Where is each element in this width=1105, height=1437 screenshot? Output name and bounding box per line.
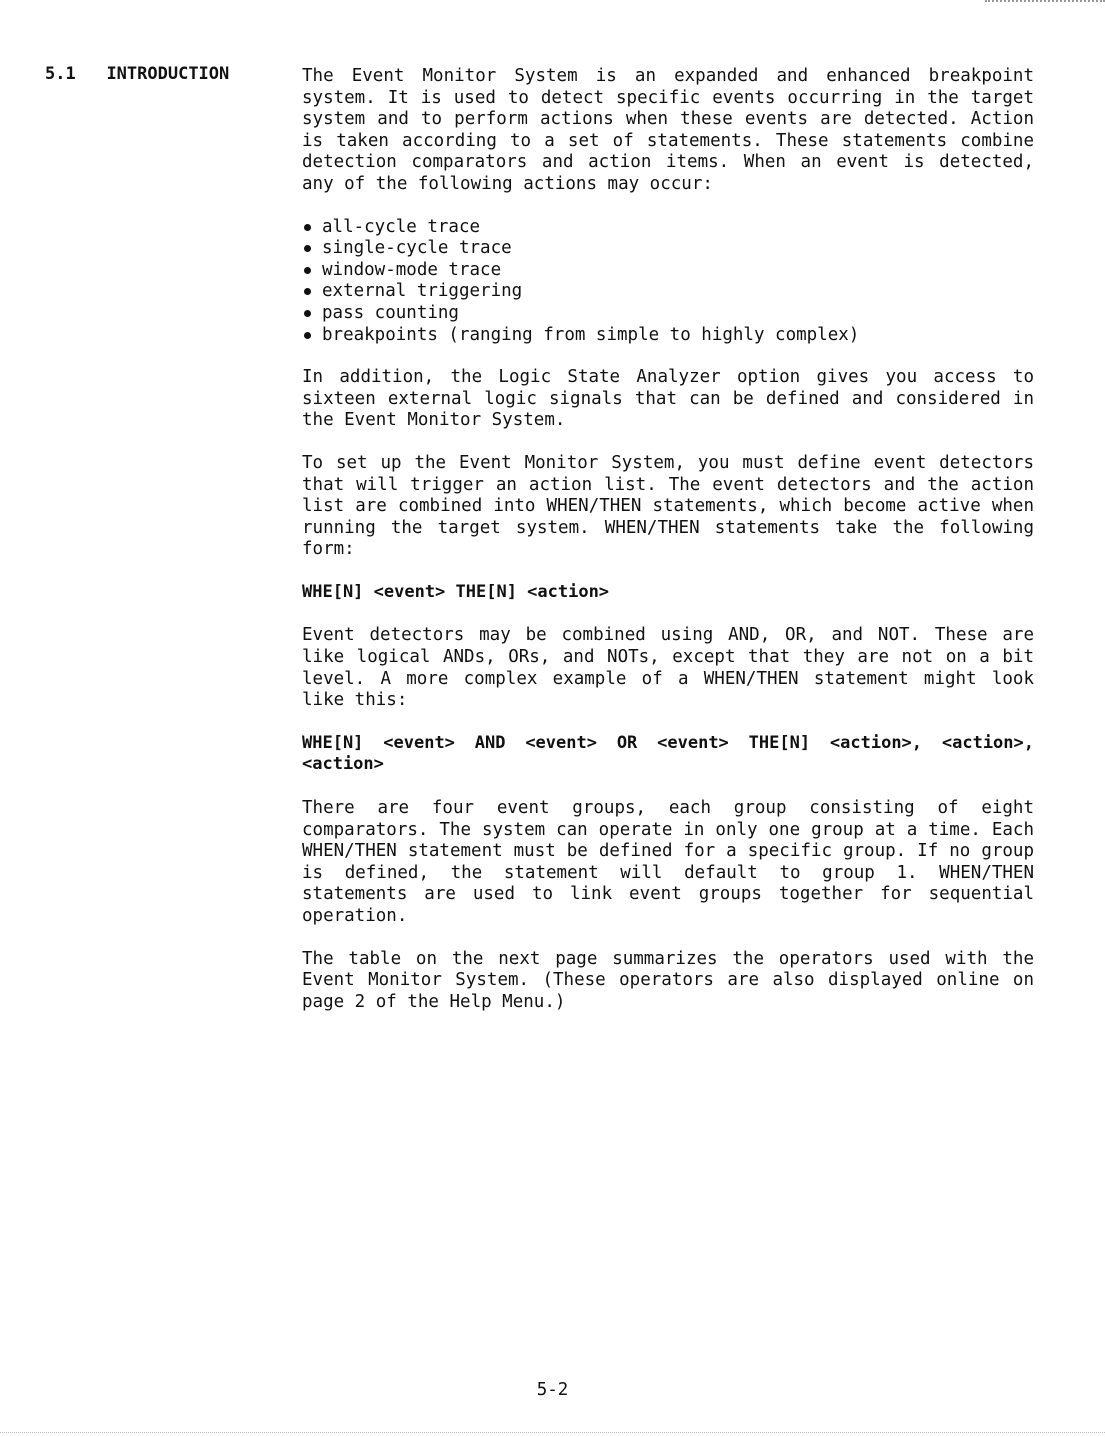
page-number: 5-2 [536, 1380, 569, 1400]
list-item: external triggering [302, 281, 1034, 303]
intro-paragraph: The Event Monitor System is an expanded and enhanced breakpoint system. It is used to detect specific events occurring in the target system and to perform actions when these events are detected. Action is taken according to a set of statements. These statements combine detection comparators and action items. When an event is detected, any of the following actions may occur: [302, 66, 1034, 194]
simple-syntax: WHE[N] <event> THE[N] <action> [302, 581, 610, 602]
setup-paragraph: To set up the Event Monitor System, you must define event detectors that will trigger an action list. The event detectors and the action list are combined into WHEN/THEN statements, which become active when running the target system. WHEN/THEN statements take the following form: [302, 452, 1034, 560]
addition-paragraph: In addition, the Logic State Analyzer option gives you access to sixteen external logic signals that can be defined and considered in the Event Monitor System. [302, 367, 1034, 431]
list-item: single-cycle trace [302, 238, 1034, 260]
bottom-edge-mark [0, 1432, 1105, 1433]
section-number: 5.1 [45, 64, 76, 84]
body-content [302, 66, 1034, 1034]
actions-list [302, 217, 1034, 347]
list-item: pass counting [302, 303, 1034, 325]
table-paragraph: The table on the next page summarizes the operators used with the Event Monitor System. (These operators are also displayed online on page 2 of the Help Menu.) [302, 948, 1034, 1012]
groups-paragraph: There are four event groups, each group consisting of eight comparators. The system can operate in only one group at a time. Each WHEN/THEN statement must be defined for a specific group. If no group is defined, the statement will default to group 1. WHEN/THEN statements are used to link event groups together for sequential operation. [302, 798, 1034, 926]
complex-syntax: WHE[N] <event> AND <event> OR <event> THE[N] <action>, <action>, <action> [302, 732, 1034, 775]
combine-paragraph: Event detectors may be combined using AND, OR, and NOT. These are like logical ANDs, ORs, and NOTs, except that they are not on a bit level. A more complex example of a WHEN/THEN statement might look like this: [302, 625, 1034, 711]
section-heading [45, 64, 229, 84]
top-edge-mark [985, 0, 1105, 2]
section-title: INTRODUCTION [106, 64, 230, 84]
list-item: window-mode trace [302, 260, 1034, 282]
list-item: breakpoints (ranging from simple to highly complex) [302, 325, 1034, 347]
list-item: all-cycle trace [302, 217, 1034, 239]
